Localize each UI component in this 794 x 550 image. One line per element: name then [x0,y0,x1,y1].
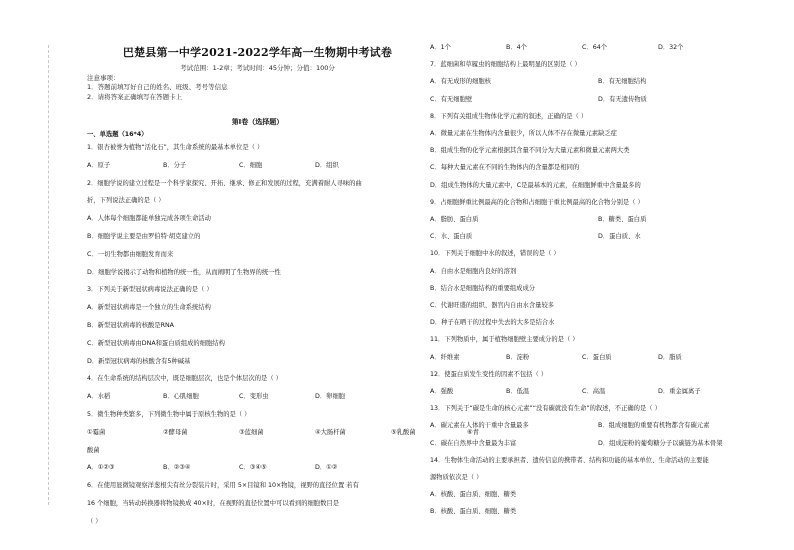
option: D．组成淀粉的葡萄糖分子以碳链为基本骨架 [598,439,723,447]
question-line: D．种子在晒干的过程中失去的大多是结合水 [430,319,555,327]
option: A．强酸 [430,388,454,395]
question-line: A．自由水是细胞内良好的溶剂 [430,267,517,275]
option: ①霉菌 [87,428,106,436]
question-line: 2．细胞学说的建立过程是一个科学家探究、开拓、继承、修正和发展的过程，充满着耐人寻味的曲 [87,179,362,187]
question-line: A．微量元素在生物体内含量很少，所以人体不存在微量元素缺乏症 [430,130,617,137]
question-line: 8．下列有关组成生物体化学元素的叙述，正确的是（ ） [430,112,588,120]
question-line: 16 个细胞，当转动转换器将物镜换成 40×时，在视野的直径位置中可以看到的细胞数目是 [87,500,339,507]
option: B．分子 [163,161,187,169]
option-row [87,463,391,472]
notes-block [87,74,427,102]
question-line: 5．微生物种类繁多，下列微生物中属于原核生物的是（ ） [87,411,251,418]
question-line: D．新型冠状病毒的核酸含有5种碱基 [87,357,191,365]
option-row [430,43,734,52]
question-line: C．一切生物都由细胞发育而来 [87,250,174,258]
exam-title: 巴楚县第一中学2021-2022学年高一生物期中考试卷 [122,46,393,59]
binding-line [48,45,50,505]
option: B．淀粉 [506,353,530,361]
option: D．有无遗传物质 [598,95,647,103]
option: C．水、蛋白质 [430,233,473,241]
option-row [430,95,766,104]
exam-info: 考试范围：1-2章；考试时间：45分钟；分值：100分 [180,64,335,72]
option: A．①②③ [87,464,115,472]
question-line: 10．下列关于细胞中水的叙述，错误的是（ ） [430,250,560,258]
option: A．纤维素 [430,353,460,361]
option: A．脂肪、蛋白质 [430,216,479,223]
question-line: B．细胞学说主要是由罗伯特·胡克建立的 [87,233,201,240]
option: C．③④⑤ [239,464,267,472]
option: B．低温 [506,388,530,395]
part-heading: 一、单选题（16*4） [87,131,148,138]
question-line: A．新型冠状病毒是一个独立的生命系统结构 [87,304,211,312]
option: C．变形虫 [239,393,269,401]
question-line: B．结合水是细胞结构的重要组成成分 [430,284,536,292]
question-line: （ ） [87,517,102,525]
option: A．水稻 [87,393,111,401]
question-line: C．每种大量元素在不同的生物体内的含量都是相同的 [430,164,580,172]
option: B．②③④ [163,464,191,472]
question-line: A．人体每个细胞都能单独完成各项生命活动 [87,215,211,223]
option-row [430,77,766,86]
option: ③蓝细菌 [239,428,264,436]
option-row [430,421,766,430]
option-row [430,387,734,396]
option: D．卵细胞 [315,393,346,401]
section-title: 第Ⅰ卷（选择题） [231,118,284,126]
option-row [87,392,391,401]
question-line: C．代谢旺盛的组织、器官内自由水含量较多 [430,302,555,309]
question-line: 12．使蛋白质发生变性的因素不包括（ ） [430,370,548,378]
option-row [430,232,766,241]
option: A．有无成形的细胞核 [430,78,491,86]
question-line: C．新型冠状病毒由DNA和蛋白质组成的细胞结构 [87,339,225,347]
option: C．有无细胞壁 [430,95,473,103]
option: ④大肠杆菌 [315,428,346,436]
question-line: 14．生物体生命活动的主要承担者、遗传信息的携带者、结构和功能的基本单位、生命活动的主要能 [430,456,709,464]
option: ⑥青 [467,428,479,436]
question-line: 6．在使用显微镜观察洋葱根尖有丝分裂装片时，采用 5×目镜和 10×物镜，视野的直径位置 若有 [87,482,359,490]
question-line: 源物质依次是（ ） [430,474,483,481]
question-line: 折，下列说法正确的是（ ） [87,197,165,205]
option: C．细胞 [239,161,263,169]
question-line: 4．在生命系统的结构层次中，既是细胞层次，也是个体层次的是（ ） [87,375,282,383]
question-line: A．核酸、蛋白质、细胞、糖类 [430,491,517,499]
question-line: 7．蓝细菌和草履虫的细胞结构上最明显的区别是（ ） [430,61,581,69]
option: A．原子 [87,161,111,169]
notes-item: 2．请将答案正确填写在答题卡上 [87,92,183,101]
option: B．糖类、蛋白质 [598,216,647,223]
option: A．1个 [430,44,451,51]
question-line: 3．下列关于新型冠状病毒说法正确的是（ ） [87,286,213,294]
question-line: 11．下列物质中，属于植物细胞壁主要成分的是（ ） [430,336,579,344]
option: D．组织 [315,161,339,169]
option-row [430,439,766,448]
option: A．碳元素在人体的干重中含量最多 [430,422,529,430]
question-line: D．组成生物体的大量元素中，C是最基本的元素，在细胞鲜重中含量最多的 [430,181,641,189]
question-line: 酸菌 [87,446,100,454]
notes-heading: 注意事项： [87,74,120,82]
option: B．4个 [506,44,527,51]
option: C．64个 [582,44,608,51]
option: B．有无细胞结构 [598,78,647,86]
question-line: B．组成生物的化学元素根据其含量不同分为大量元素和微量元素两大类 [430,147,630,155]
option: B．心肌细胞 [163,393,199,401]
option: ②酵母菌 [163,428,188,436]
notes-item: 1．答题前填写好自己的姓名、班级、考号等信息 [87,83,228,92]
question-line: 13．下列关于“碳是生命的核心元素”“没有碳就没有生命”的叙述，不正确的是（ ） [430,405,661,413]
question-line: D．细胞学说揭示了动物和植物的统一性，从而阐明了生物界的统一性 [87,268,281,276]
option: D．脂质 [658,353,682,361]
option: C．碳在自然界中含量最为丰富 [430,439,517,447]
option: D．①② [315,464,338,472]
question-line: 9．占细胞鲜重比例最高的化合物和占细胞干重比例最高的化合物分别是（ ） [430,198,644,206]
option-row [430,353,734,362]
option: D．重金属离子 [658,388,701,395]
option: D．32个 [658,44,684,51]
option: ⑤乳酸菌 [391,428,416,436]
option: B．组成细胞的重要有机物都含有碳元素 [598,422,710,430]
option: C．高温 [582,388,606,395]
question-line: B．核酸、蛋白质、细胞、糖类 [430,508,517,516]
option-row [87,161,391,170]
option: D．蛋白质、水 [598,233,641,241]
option-row [430,215,766,224]
question-line: 1．银杏被誉为植物“活化石”，其生命系统的最基本单位是（ ） [87,144,264,151]
question-line: B．新型冠状病毒的核酸是RNA [87,322,174,329]
option: C．蛋白质 [582,353,612,361]
